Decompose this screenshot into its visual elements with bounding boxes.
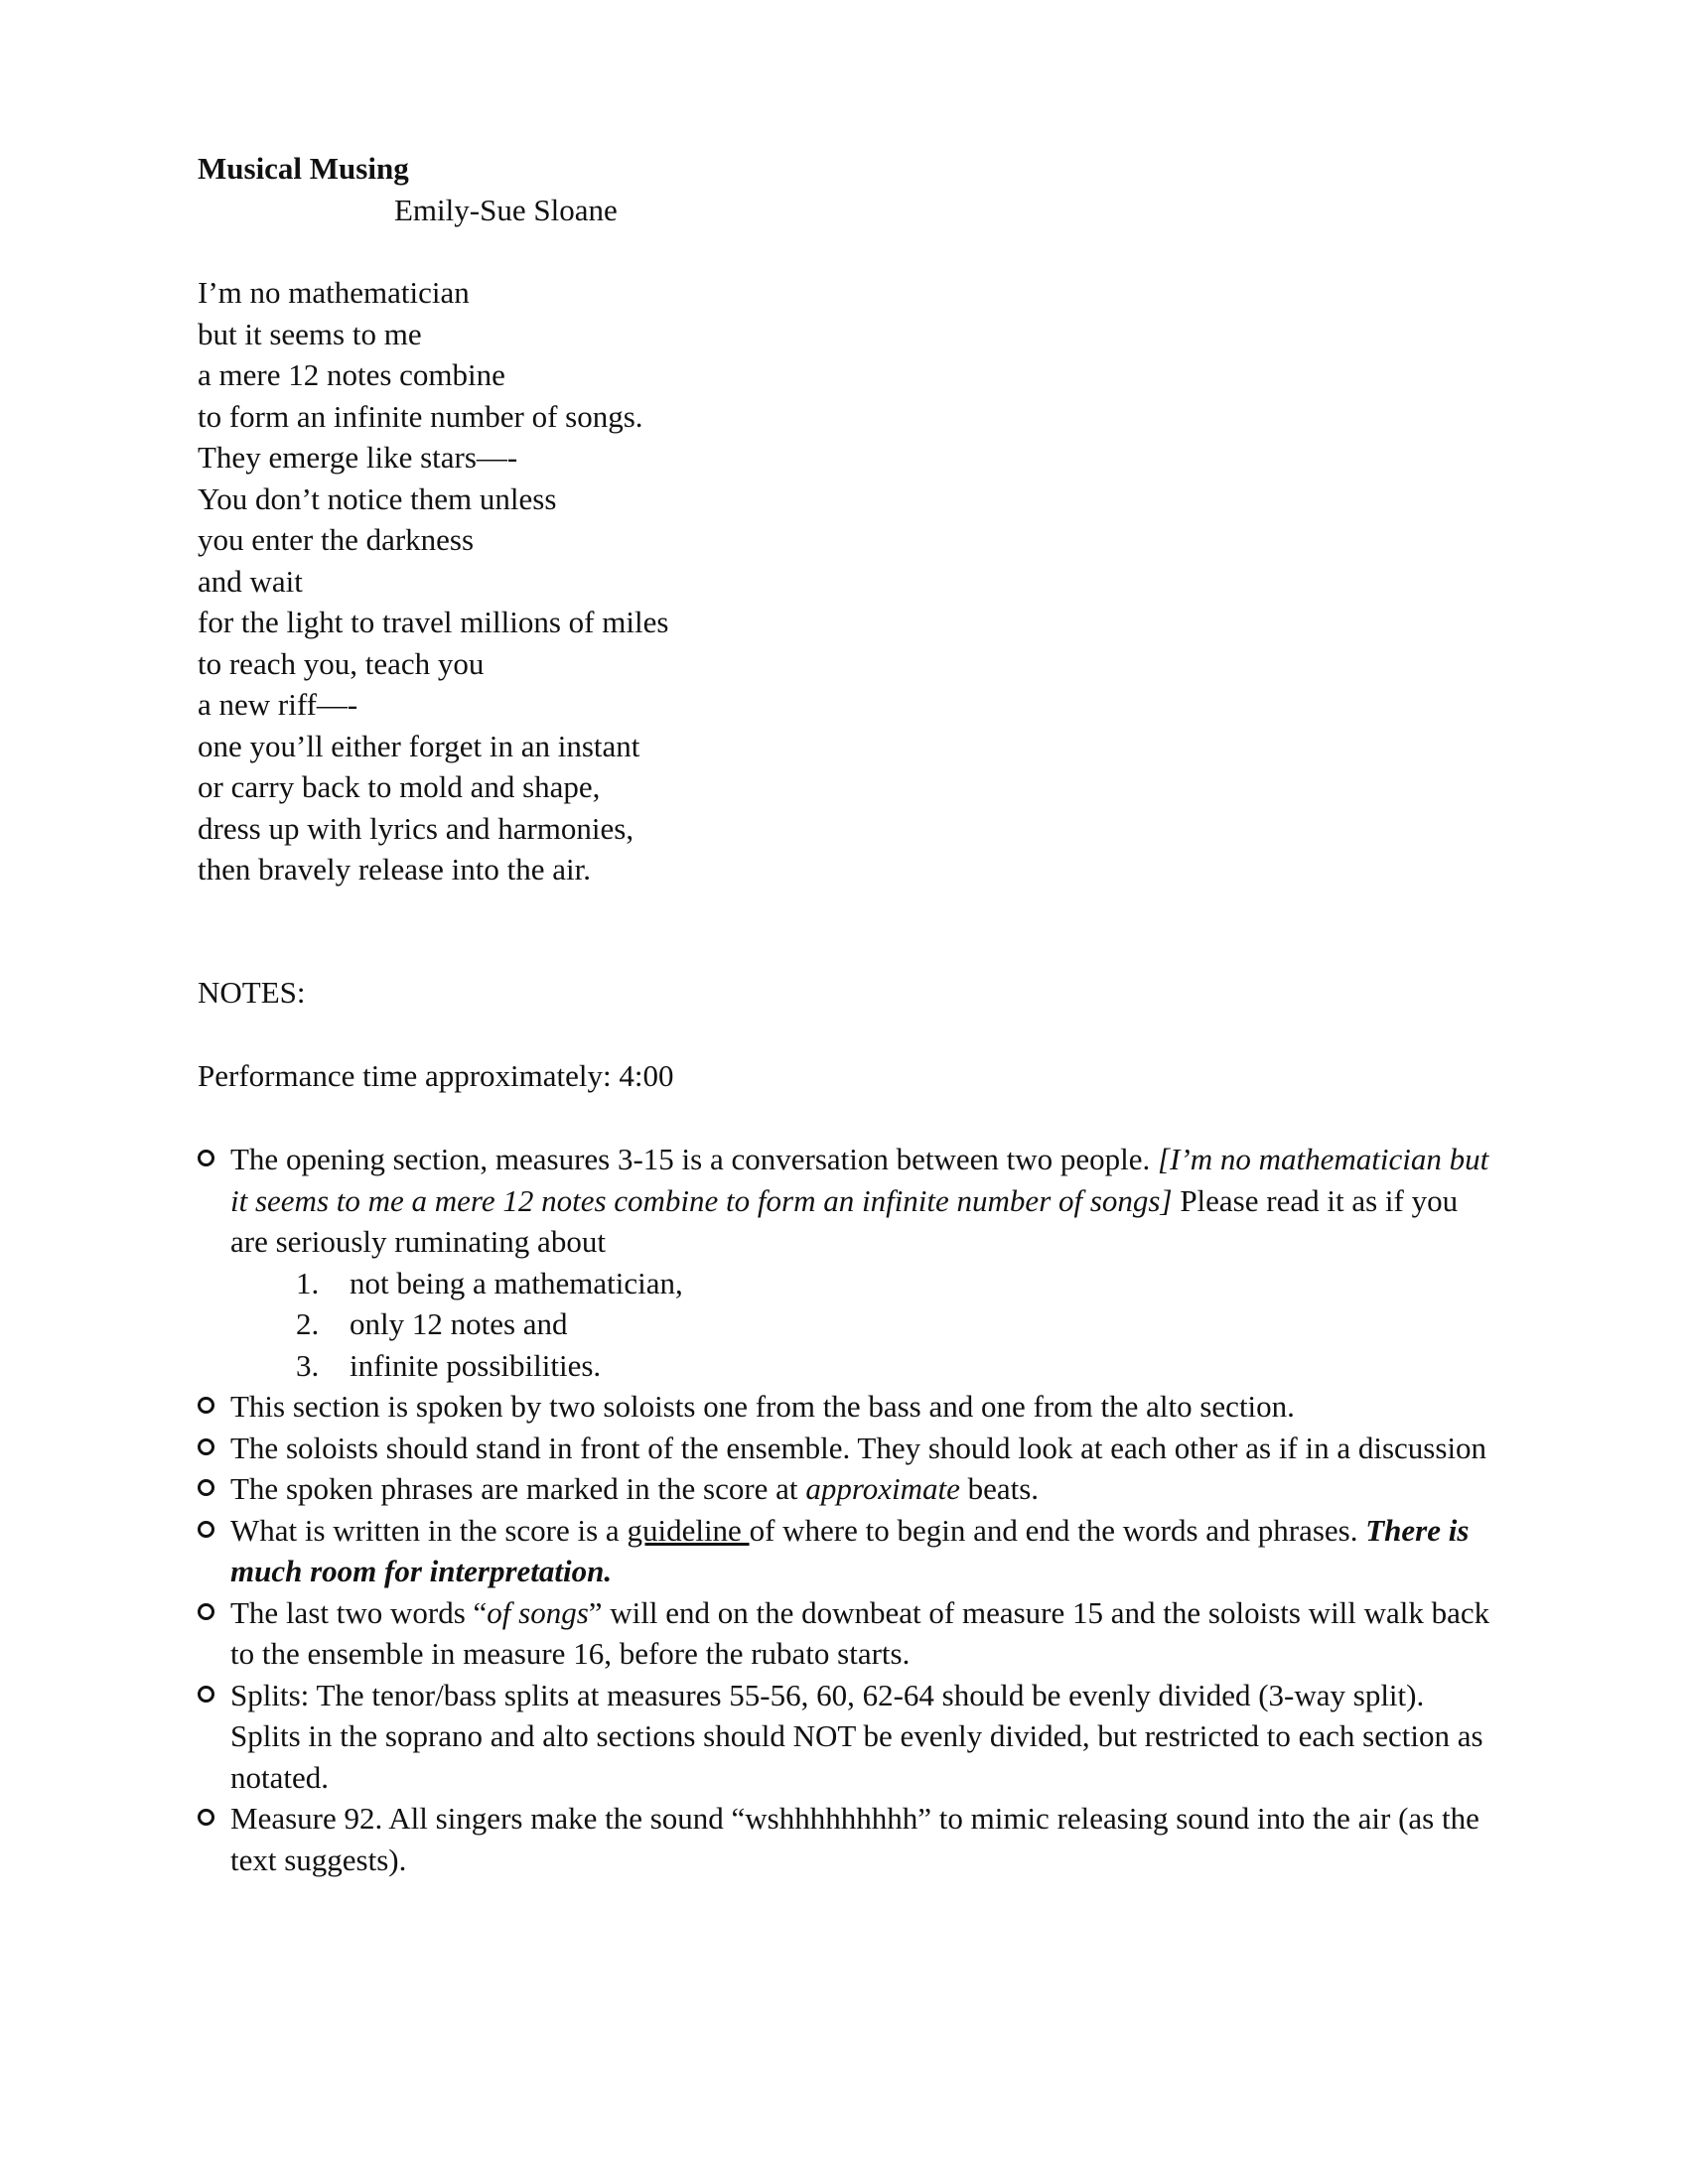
poem-line: but it seems to me [198,316,422,351]
circle-bullet-icon [198,1438,214,1455]
note-text: The opening section, measures 3-15 is a conversation between two people. [230,1142,1159,1176]
note-text: The last two words “ [230,1594,488,1630]
poem-line: one you’ll either forget in an instant [198,728,640,763]
note-italic-text: [I’m no mathematician but it seems to me a mere 12 notes combine to form an infinite number of songs] [230,1142,1489,1218]
poem-line: you enter the darkness [198,522,475,557]
note-text: The soloists should stand in front of the ensemble. They should look at each other as if in a discussion [230,1430,1487,1465]
performance-time: Performance time approximately: 4:00 [198,1058,674,1093]
note-italic-text: approximate [805,1471,960,1506]
circle-bullet-icon [198,1479,214,1496]
poem-title: Musical Musing [198,151,409,186]
sublist-item [230,1303,1498,1345]
poem-line: dress up with lyrics and harmonies, [198,810,634,846]
poem-body [198,272,1091,890]
sublist-text: not being a mathematician, [350,1265,683,1300]
sublist-text: only 12 notes and [350,1306,568,1341]
poem-line: They emerge like stars—- [198,440,518,475]
poem-line: a mere 12 notes combine [198,357,505,392]
poem-line: or carry back to mold and shape, [198,769,601,804]
poem-line: for the light to travel millions of miles [198,605,669,639]
numbered-sublist [230,1263,1498,1387]
note-item [198,1139,1498,1386]
notes-heading: NOTES: [198,975,306,1010]
circle-bullet-icon [198,1686,214,1703]
sublist-number: 2. [296,1306,320,1341]
note-bold-italic-text: There is much room for interpretation. [230,1512,1470,1588]
poem-line: I’m no mathematician [198,275,470,310]
note-item [198,1510,1498,1592]
note-text: Measure 92. All singers make the sound “wshhhhhhhhh” to mimic releasing sound into the air (as the text suggests). [230,1801,1479,1877]
poem-line: to form an infinite number of songs. [198,398,643,434]
circle-bullet-icon [198,1397,214,1414]
note-text: Please read it as if you are seriously ruminating about [230,1182,1459,1259]
note-text: ” will end on the downbeat of measure 15 and the soloists will walk back to the ensemble in measure 16, before the rubato starts. [230,1594,1490,1671]
poem-line: and wait [198,563,303,599]
note-text: This section is spoken by two soloists one from the bass and one from the alto section. [230,1389,1295,1424]
note-item [198,1592,1498,1675]
circle-bullet-icon [198,1150,214,1166]
poem-line: You don’t notice them unless [198,480,557,516]
poem-line: a new riff—- [198,687,358,722]
note-text: The spoken phrases are marked in the score at [230,1471,806,1506]
note-italic-text: of songs [487,1594,589,1630]
note-text: of where to begin and end the words and phrases. [749,1512,1366,1548]
note-item [198,1798,1498,1880]
sublist-number: 1. [296,1265,320,1300]
note-item [198,1468,1498,1510]
note-text: Splits: The tenor/bass splits at measures 55-56, 60, 62-64 should be evenly divided (3-way split). Splits in the soprano and alto sections should NOT be evenly divided, but restricted to each section as notated. [230,1677,1483,1795]
note-text: What is written in the score is a [230,1512,628,1548]
circle-bullet-icon [198,1809,214,1826]
sublist-number: 3. [296,1347,320,1383]
circle-bullet-icon [198,1603,214,1620]
poem-line: then bravely release into the air. [198,852,591,887]
note-underlined-text: guideline [627,1512,750,1548]
note-text: beats. [959,1471,1040,1506]
circle-bullet-icon [198,1521,214,1538]
sublist-item [230,1345,1498,1387]
sublist-item [230,1263,1498,1304]
poem-author: Emily-Sue Sloane [394,193,618,227]
poem-line: to reach you, teach you [198,645,485,681]
note-item [198,1675,1498,1799]
notes-list [198,1139,1498,1880]
sublist-text: infinite possibilities. [350,1347,602,1383]
note-item [198,1428,1498,1469]
note-item [198,1386,1498,1428]
